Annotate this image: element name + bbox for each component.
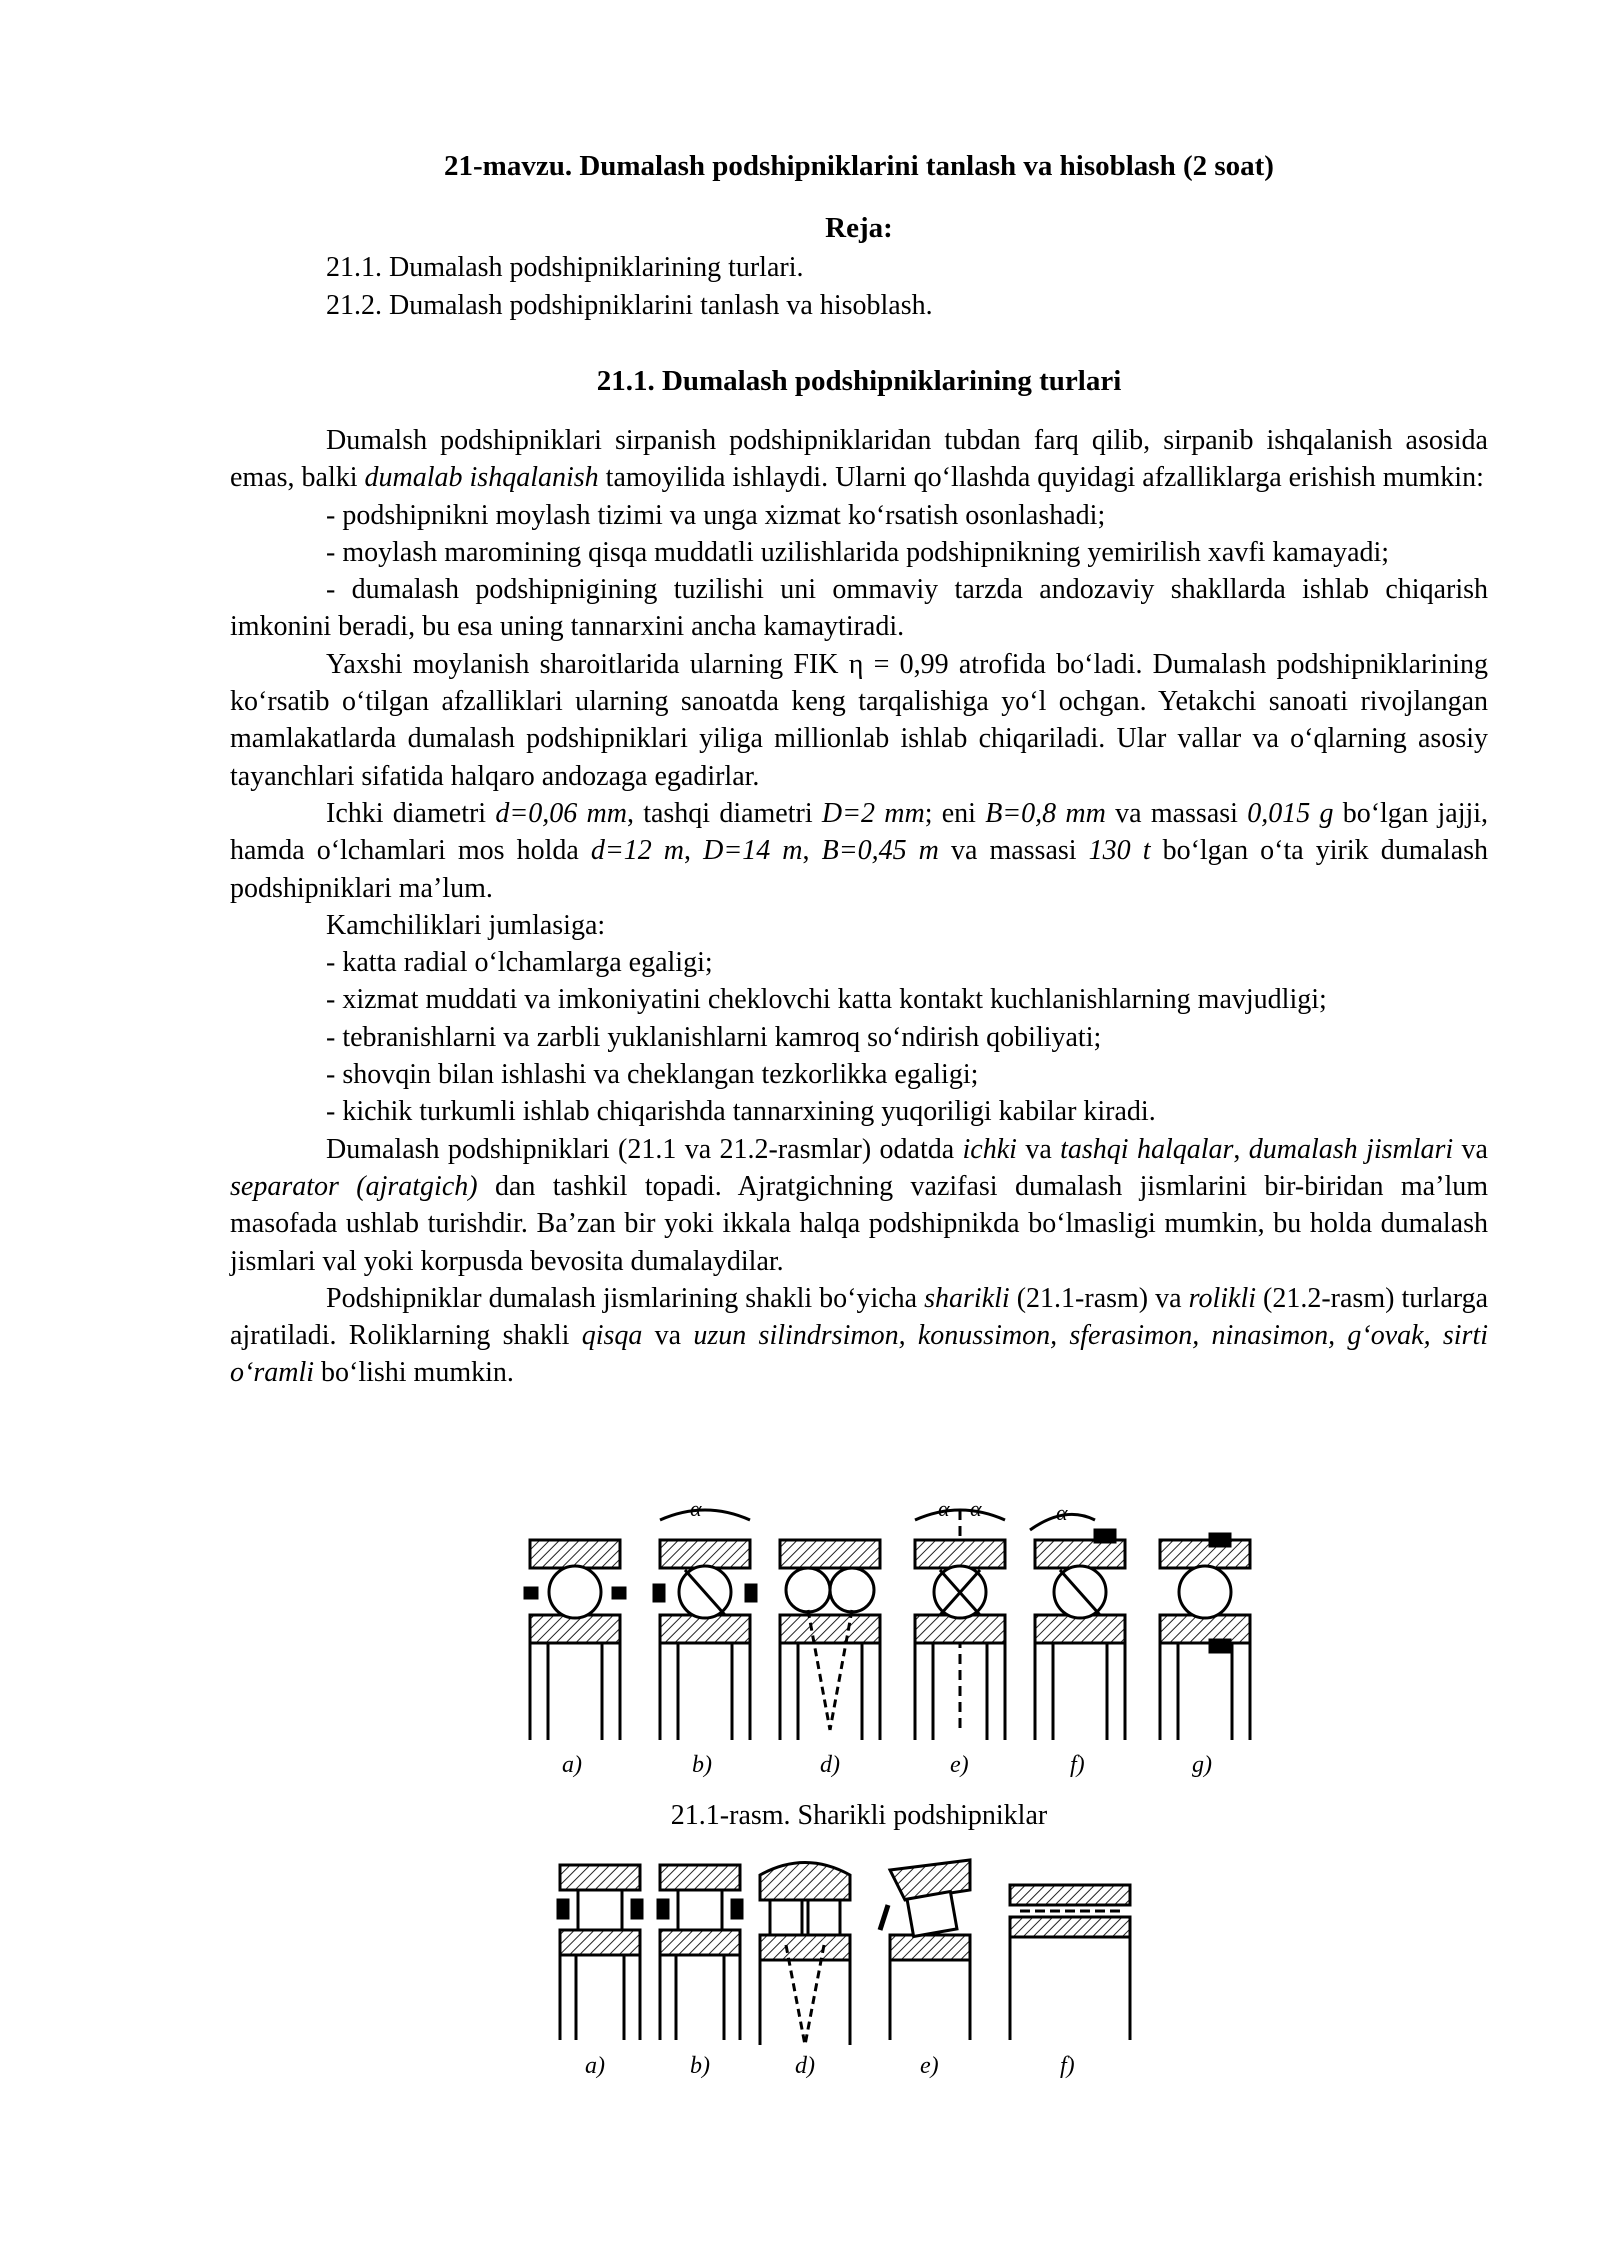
roller-bearing-a-drawing [558, 1865, 642, 2040]
bearing-b-drawing [654, 1510, 756, 1740]
figure-caption: 21.1-rasm. Sharikli podshipniklar [670, 1800, 1048, 1831]
roller-bearing-d-drawing [760, 1863, 850, 2046]
advantage-item: - podshipnikni moylash tizimi va unga xizmat ko‘rsatish osonlashadi; [326, 499, 1106, 531]
page-title: 21-mavzu. Dumalash podshipniklarini tanlash va hisoblash (2 soat) [444, 150, 1274, 182]
figure-label-d: d) [795, 2053, 815, 2079]
figure-label-d: d) [820, 1752, 840, 1778]
advantage-item: - dumalash podshipnigining tuzilishi uni ommaviy tarzda andozaviy shakllarda ishlab chiqarish imkonini beradi, bu esa uning tannarxini ancha kamaytiradi. [230, 574, 1488, 643]
advantage-item: - moylash maromining qisqa muddatli uzilishlarida podshipnikning yemirilish xavfi kamayadi; [326, 536, 1390, 568]
section-title: 21.1. Dumalash podshipniklarining turlari [596, 365, 1122, 397]
plan-item-1: 21.1. Dumalash podshipniklarining turlari. [326, 252, 804, 283]
disadvantage-item: - kichik turkumli ishlab chiqarishda tannarxining yuqoriligi kabilar kiradi. [326, 1096, 1156, 1128]
paragraph-efficiency: Yaxshi moylanish sharoitlarida ularning FIK η = 0,99 atrofida bo‘ladi. Dumalash podshipniklarining ko‘rsatib o‘tilgan afzalliklari ularning sanoatda keng tarqalishiga yo‘l ochgan. Yetakchi sanoati rivojlangan mamlakatlarda dumalash podshipniklari yiliga millionlab ishlab chiqariladi. Ular vallar va o‘qlarning asosiy tayanchlari sifatida halqaro andozaga egadirlar. [230, 648, 1488, 792]
bearing-d-drawing [780, 1540, 880, 1740]
figure-label-a: a) [585, 2053, 605, 2079]
paragraph-types: Podshipniklar dumalash jismlarining shakli bo‘yicha sharikli (21.1-rasm) va rolikli (21.2-rasm) turlarga ajratiladi. Roliklarning shakli qisqa va uzun silindrsimon, konussimon, sferasimon, ninasimon, g‘ovak, sirti o‘ramli bo‘lishi mumkin. [230, 1282, 1489, 1389]
figure-label-f: f) [1060, 2053, 1075, 2079]
paragraph-components: Dumalash podshipniklari (21.1 va 21.2-rasmlar) odatda ichki va tashqi halqalar, dumalash jismlari va separator (ajratgich) dan tashkil topadi. Ajratgichning vazifasi dumalash jismlarini bir-biridan ma’lum masofada ushlab turishdir. Ba’zan bir yoki ikkala halqa podshipnikda bo‘lmasligi mumkin, bu holda dumalash jismlari val yoki korpusda bevosita dumalaydilar. [230, 1133, 1488, 1277]
document-page [230, 0, 1488, 2262]
figure-label-g: g) [1192, 1752, 1212, 1778]
alpha-label: α [1056, 1500, 1068, 1525]
bearing-a-drawing [525, 1540, 625, 1740]
figure-label-e: e) [950, 1752, 969, 1778]
roller-bearing-e-drawing [880, 1860, 970, 2040]
figure-label-a: a) [562, 1752, 582, 1778]
figure-label-b: b) [690, 2053, 710, 2079]
roller-bearings-figure [550, 1845, 1270, 2080]
disadvantage-item: - tebranishlarni va zarbli yuklanishlarni kamroq so‘ndirish qobiliyati; [326, 1021, 1102, 1053]
bearing-g-drawing [1160, 1534, 1250, 1740]
disadvantages-intro: Kamchiliklari jumlasiga: [326, 909, 606, 941]
roller-bearing-b-drawing [658, 1865, 742, 2040]
figure-label-b: b) [692, 1752, 712, 1778]
plan-heading: Reja: [825, 212, 893, 244]
paragraph-sizes: Ichki diametri d=0,06 mm, tashqi diametri D=2 mm; eni B=0,8 mm va massasi 0,015 g bo‘lgan jajji, hamda o‘lchamlari mos holda d=12 m, D=14 m, B=0,45 m va massasi 130 t bo‘lgan o‘ta yirik dumalash podshipniklari ma’lum. [230, 797, 1489, 904]
disadvantage-item: - shovqin bilan ishlashi va cheklangan tezkorlikka egaligi; [326, 1059, 979, 1091]
alpha-label: α [970, 1496, 982, 1521]
plan-item-2: 21.2. Dumalash podshipniklarini tanlash va hisoblash. [326, 290, 933, 321]
paragraph-intro: Dumalsh podshipniklari sirpanish podshipniklaridan tubdan farq qilib, sirpanib ishqalanish asosida emas, balki dumalab ishqalanish tamoyilida ishlaydi. Ularni qo‘llashda quyidagi afzalliklarga erishish mumkin: [230, 425, 1488, 494]
disadvantage-item: - katta radial o‘lchamlarga egaligi; [326, 947, 713, 979]
alpha-label: α [690, 1496, 702, 1521]
body-text [230, 422, 1488, 1392]
disadvantage-item: - xizmat muddati va imkoniyatini cheklovchi katta kontakt kuchlanishlarning mavjudligi; [326, 984, 1327, 1016]
roller-bearing-f-drawing [1010, 1885, 1130, 2040]
figure-label-e: e) [920, 2053, 939, 2079]
bearing-e-drawing [915, 1510, 1005, 1740]
ball-bearings-figure [520, 1490, 1280, 1790]
figure-label-f: f) [1070, 1752, 1085, 1778]
bearing-f-drawing [1030, 1514, 1125, 1740]
alpha-label: α [938, 1496, 950, 1521]
